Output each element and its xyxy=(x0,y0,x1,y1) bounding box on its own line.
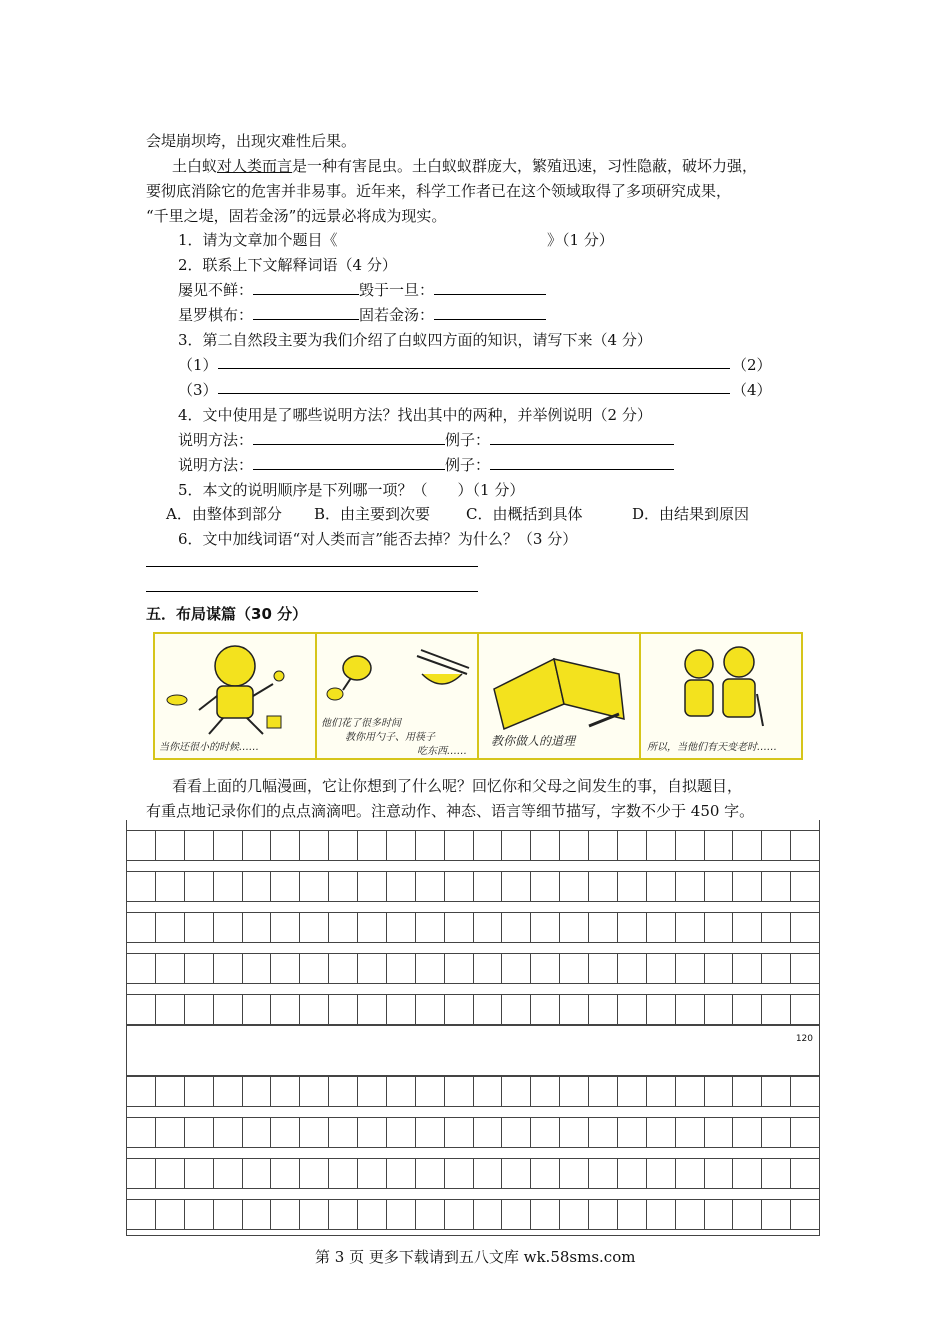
method-label: 说明方法： xyxy=(178,431,254,449)
q3-item-4: （4） xyxy=(732,381,772,399)
grid-count-label: 120 xyxy=(795,1034,813,1044)
grid-cell[interactable] xyxy=(733,913,762,942)
grid-cell[interactable] xyxy=(502,913,531,942)
grid-cell[interactable] xyxy=(502,1159,531,1188)
comic-caption-3: 教你用勺子、用筷子 xyxy=(345,732,435,743)
answer-blank[interactable] xyxy=(253,455,445,470)
grid-cell[interactable] xyxy=(589,913,618,942)
grid-cell[interactable] xyxy=(185,872,214,901)
grid-cell[interactable] xyxy=(243,1200,272,1229)
option-b[interactable]: B．由主要到次要 xyxy=(314,505,431,523)
grid-cell[interactable] xyxy=(300,872,329,901)
grid-cell[interactable] xyxy=(733,1077,762,1106)
comic-caption-6: 所以，当他们有天变老时…… xyxy=(647,742,777,753)
grid-cell[interactable] xyxy=(474,831,503,860)
grid-cell[interactable] xyxy=(474,954,503,983)
grid-row xyxy=(126,953,820,984)
grid-cell[interactable] xyxy=(618,872,647,901)
section-title: 五．布局谋篇（30 分） xyxy=(146,605,308,623)
grid-cell[interactable] xyxy=(762,872,791,901)
grid-cell[interactable] xyxy=(676,1077,705,1106)
grid-cell[interactable] xyxy=(416,1118,445,1147)
option-d[interactable]: D．由结果到原因 xyxy=(632,505,750,523)
grid-cell[interactable] xyxy=(185,1118,214,1147)
answer-blank[interactable] xyxy=(434,305,546,320)
grid-cell[interactable] xyxy=(127,872,156,901)
grid-cell[interactable] xyxy=(705,872,734,901)
grid-row-gap xyxy=(126,984,820,994)
grid-cell[interactable] xyxy=(618,1159,647,1188)
grid-cell[interactable] xyxy=(618,1118,647,1147)
q4-row-1 xyxy=(178,429,674,450)
grid-cell[interactable] xyxy=(589,831,618,860)
grid-row-gap xyxy=(126,1189,820,1199)
grid-cell[interactable] xyxy=(531,1200,560,1229)
grid-cell[interactable] xyxy=(156,831,185,860)
grid-cell[interactable] xyxy=(733,995,762,1024)
grid-cell[interactable] xyxy=(531,831,560,860)
grid-cell[interactable] xyxy=(156,1200,185,1229)
passage-line-1: 会堤崩坝垮，出现灾难性后果。 xyxy=(146,132,357,150)
term-label: 固若金汤： xyxy=(359,306,435,324)
grid-cell[interactable] xyxy=(502,1077,531,1106)
comic-panel-4 xyxy=(641,634,801,758)
grid-cell[interactable] xyxy=(589,1118,618,1147)
grid-cell[interactable] xyxy=(705,1159,734,1188)
grid-cell[interactable] xyxy=(474,1077,503,1106)
grid-cell[interactable] xyxy=(445,872,474,901)
grid-cell[interactable] xyxy=(214,1200,243,1229)
page-footer: 第 3 页 更多下载请到五八文库 wk.58sms.com xyxy=(315,1248,636,1266)
grid-cell[interactable] xyxy=(214,872,243,901)
grid-cell[interactable] xyxy=(416,995,445,1024)
grid-cell[interactable] xyxy=(560,831,589,860)
grid-cell[interactable] xyxy=(358,913,387,942)
grid-cell[interactable] xyxy=(387,872,416,901)
grid-bottom-border xyxy=(126,1235,820,1236)
comic-panel-2 xyxy=(317,634,479,758)
grid-cell[interactable] xyxy=(647,872,676,901)
grid-cell[interactable] xyxy=(156,1159,185,1188)
grid-cell[interactable] xyxy=(243,913,272,942)
grid-cell[interactable] xyxy=(762,954,791,983)
grid-cell[interactable] xyxy=(502,1118,531,1147)
grid-cell[interactable] xyxy=(733,954,762,983)
grid-cell[interactable] xyxy=(416,1200,445,1229)
grid-cell[interactable] xyxy=(618,913,647,942)
grid-cell[interactable] xyxy=(618,995,647,1024)
q3-item-2: （2） xyxy=(732,356,772,374)
grid-cell[interactable] xyxy=(445,995,474,1024)
grid-cell[interactable] xyxy=(271,995,300,1024)
question-3: 3．第二自然段主要为我们介绍了白蚁四方面的知识，请写下来（4 分） xyxy=(178,331,652,349)
grid-cell[interactable] xyxy=(733,1118,762,1147)
grid-cell[interactable] xyxy=(387,1159,416,1188)
answer-blank[interactable] xyxy=(490,430,674,445)
grid-cell[interactable] xyxy=(560,995,589,1024)
grid-cell[interactable] xyxy=(156,872,185,901)
grid-cell[interactable] xyxy=(791,1118,819,1147)
answer-blank[interactable] xyxy=(434,280,546,295)
answer-blank[interactable] xyxy=(253,305,359,320)
grid-cell[interactable] xyxy=(531,995,560,1024)
answer-blank[interactable] xyxy=(253,430,445,445)
grid-cell[interactable] xyxy=(185,1159,214,1188)
grid-cell[interactable] xyxy=(214,1159,243,1188)
grid-cell[interactable] xyxy=(329,872,358,901)
grid-cell[interactable] xyxy=(416,1159,445,1188)
grid-cell[interactable] xyxy=(387,831,416,860)
grid-cell[interactable] xyxy=(647,1118,676,1147)
grid-cell[interactable] xyxy=(329,1159,358,1188)
grid-cell[interactable] xyxy=(214,1077,243,1106)
grid-row-gap xyxy=(126,943,820,953)
grid-cell[interactable] xyxy=(560,1159,589,1188)
grid-cell[interactable] xyxy=(791,954,819,983)
grid-cell[interactable] xyxy=(705,913,734,942)
grid-row xyxy=(126,1158,820,1189)
grid-cell[interactable] xyxy=(589,1159,618,1188)
grid-cell[interactable] xyxy=(791,1159,819,1188)
grid-cell[interactable] xyxy=(618,1077,647,1106)
grid-cell[interactable] xyxy=(358,1200,387,1229)
grid-cell[interactable] xyxy=(243,1077,272,1106)
answer-blank[interactable] xyxy=(490,455,674,470)
answer-line[interactable] xyxy=(218,393,730,394)
grid-cell[interactable] xyxy=(474,872,503,901)
grid-cell[interactable] xyxy=(647,954,676,983)
grid-cell[interactable] xyxy=(676,913,705,942)
grid-cell[interactable] xyxy=(676,1159,705,1188)
grid-cell[interactable] xyxy=(387,913,416,942)
grid-cell[interactable] xyxy=(271,1200,300,1229)
grid-cell[interactable] xyxy=(329,831,358,860)
grid-cell[interactable] xyxy=(185,831,214,860)
grid-cell[interactable] xyxy=(647,1200,676,1229)
grid-cell[interactable] xyxy=(329,1118,358,1147)
grid-cell[interactable] xyxy=(791,995,819,1024)
grid-cell[interactable] xyxy=(647,995,676,1024)
underlined-phrase: 对人类而言 xyxy=(217,157,293,175)
grid-cell[interactable] xyxy=(589,872,618,901)
grid-cell[interactable] xyxy=(705,831,734,860)
grid-cell[interactable] xyxy=(791,913,819,942)
passage-paragraph-2-line-3: “千里之堤，固若金汤”的远景必将成为现实。 xyxy=(146,207,447,225)
comic-caption-2: 他们花了很多时间 xyxy=(321,718,401,729)
grid-cell[interactable] xyxy=(358,1118,387,1147)
comic-strip xyxy=(153,632,803,760)
answer-line[interactable] xyxy=(146,566,478,567)
grid-cell[interactable] xyxy=(387,1118,416,1147)
grid-cell[interactable] xyxy=(676,954,705,983)
passage-paragraph-2-line-2: 要彻底消除它的危害并非易事。近年来，科学工作者已在这个领域取得了多项研究成果， xyxy=(146,182,732,200)
grid-cell[interactable] xyxy=(560,1077,589,1106)
grid-cell[interactable] xyxy=(560,913,589,942)
grid-cell[interactable] xyxy=(531,1159,560,1188)
grid-cell[interactable] xyxy=(705,1077,734,1106)
option-a[interactable]: A．由整体到部分 xyxy=(166,505,282,523)
answer-line[interactable] xyxy=(146,591,478,592)
grid-cell[interactable] xyxy=(589,1200,618,1229)
example-label: 例子： xyxy=(445,431,491,449)
grid-cell[interactable] xyxy=(271,831,300,860)
term-label: 星罗棋布： xyxy=(178,306,254,324)
grid-cell[interactable] xyxy=(127,1200,156,1229)
grid-row-gap xyxy=(126,1148,820,1158)
grid-cell[interactable] xyxy=(358,1159,387,1188)
grid-cell[interactable] xyxy=(243,1118,272,1147)
question-2-row-2 xyxy=(178,304,546,325)
grid-cell[interactable] xyxy=(560,872,589,901)
grid-cell[interactable] xyxy=(560,954,589,983)
grid-cell[interactable] xyxy=(531,1118,560,1147)
grid-cell[interactable] xyxy=(676,831,705,860)
grid-row xyxy=(126,994,820,1025)
grid-cell[interactable] xyxy=(300,1118,329,1147)
grid-cell[interactable] xyxy=(271,872,300,901)
grid-cell[interactable] xyxy=(300,1159,329,1188)
grid-cell[interactable] xyxy=(531,954,560,983)
grid-cell[interactable] xyxy=(185,954,214,983)
grid-cell[interactable] xyxy=(502,1200,531,1229)
answer-line[interactable] xyxy=(218,368,730,369)
grid-cell[interactable] xyxy=(358,831,387,860)
grid-cell[interactable] xyxy=(502,954,531,983)
grid-cell[interactable] xyxy=(387,1077,416,1106)
grid-cell[interactable] xyxy=(560,1200,589,1229)
grid-cell[interactable] xyxy=(502,872,531,901)
grid-cell[interactable] xyxy=(127,1077,156,1106)
term-label: 屡见不鲜： xyxy=(178,281,254,299)
grid-cell[interactable] xyxy=(762,831,791,860)
grid-row-gap xyxy=(126,902,820,912)
grid-cell[interactable] xyxy=(127,831,156,860)
grid-cell[interactable] xyxy=(705,995,734,1024)
q3-item-1: （1） xyxy=(178,356,218,374)
grid-cell[interactable] xyxy=(445,913,474,942)
grid-cell[interactable] xyxy=(271,954,300,983)
question-1-prefix: 1．请为文章加个题目《 xyxy=(178,231,338,249)
grid-cell[interactable] xyxy=(618,831,647,860)
writing-grid xyxy=(126,820,820,1216)
grid-cell[interactable] xyxy=(185,995,214,1024)
grid-cell[interactable] xyxy=(416,913,445,942)
grid-cell[interactable] xyxy=(271,1077,300,1106)
grid-cell[interactable] xyxy=(618,954,647,983)
grid-cell[interactable] xyxy=(531,1077,560,1106)
grid-cell[interactable] xyxy=(300,913,329,942)
grid-cell[interactable] xyxy=(214,995,243,1024)
grid-cell[interactable] xyxy=(445,954,474,983)
grid-cell[interactable] xyxy=(271,1159,300,1188)
grid-cell[interactable] xyxy=(647,1077,676,1106)
grid-cell[interactable] xyxy=(185,1077,214,1106)
grid-cell[interactable] xyxy=(474,913,503,942)
grid-cell[interactable] xyxy=(358,1077,387,1106)
grid-cell[interactable] xyxy=(762,1118,791,1147)
question-1-suffix: 》（1 分） xyxy=(547,231,614,249)
grid-row xyxy=(126,1199,820,1230)
grid-cell[interactable] xyxy=(474,1159,503,1188)
grid-cell[interactable] xyxy=(300,954,329,983)
grid-cell[interactable] xyxy=(358,995,387,1024)
grid-cell[interactable] xyxy=(589,954,618,983)
writing-prompt-line-1: 看看上面的几幅漫画，它让你想到了什么呢？回忆你和父母之间发生的事，自拟题目， xyxy=(172,777,743,795)
grid-cell[interactable] xyxy=(733,1159,762,1188)
grid-row xyxy=(126,912,820,943)
grid-cell[interactable] xyxy=(705,1200,734,1229)
question-2-row-1 xyxy=(178,279,546,300)
grid-cell[interactable] xyxy=(589,1077,618,1106)
grid-cell[interactable] xyxy=(127,1159,156,1188)
grid-cell[interactable] xyxy=(733,872,762,901)
grid-cell[interactable] xyxy=(358,954,387,983)
grid-cell[interactable] xyxy=(502,831,531,860)
grid-cell[interactable] xyxy=(589,995,618,1024)
comic-panel-3 xyxy=(479,634,641,758)
grid-count-band xyxy=(126,1025,820,1076)
grid-cell[interactable] xyxy=(127,1118,156,1147)
passage-text: 是一种有害昆虫。土白蚁蚁群庞大，繁殖迅速，习性隐蔽，破坏力强， xyxy=(292,157,758,175)
comic-caption-1: 当你还很小的时候…… xyxy=(159,742,259,753)
q3-item-3: （3） xyxy=(178,381,218,399)
grid-cell[interactable] xyxy=(676,995,705,1024)
passage-paragraph-2-line-1 xyxy=(172,155,757,176)
grid-cell[interactable] xyxy=(705,954,734,983)
grid-cell[interactable] xyxy=(243,1159,272,1188)
grid-cell[interactable] xyxy=(300,831,329,860)
grid-row xyxy=(126,830,820,861)
grid-cell[interactable] xyxy=(156,913,185,942)
grid-cell[interactable] xyxy=(156,954,185,983)
grid-cell[interactable] xyxy=(214,954,243,983)
grid-cell[interactable] xyxy=(791,831,819,860)
grid-cell[interactable] xyxy=(791,1200,819,1229)
grid-cell[interactable] xyxy=(647,913,676,942)
question-6: 6．文中加线词语“对人类而言”能否去掉？为什么？（3 分） xyxy=(178,530,578,548)
grid-cell[interactable] xyxy=(791,1077,819,1106)
grid-cell[interactable] xyxy=(445,1077,474,1106)
grid-cell[interactable] xyxy=(156,995,185,1024)
grid-cell[interactable] xyxy=(243,995,272,1024)
comic-panel-1 xyxy=(155,634,317,758)
grid-cell[interactable] xyxy=(762,1200,791,1229)
grid-cell[interactable] xyxy=(329,954,358,983)
grid-cell[interactable] xyxy=(531,872,560,901)
question-5: 5．本文的说明顺序是下列哪一项？（ ）（1 分） xyxy=(178,481,525,499)
grid-cell[interactable] xyxy=(300,995,329,1024)
grid-cell[interactable] xyxy=(676,1118,705,1147)
grid-cell[interactable] xyxy=(387,954,416,983)
grid-cell[interactable] xyxy=(733,831,762,860)
grid-cell[interactable] xyxy=(387,995,416,1024)
grid-cell[interactable] xyxy=(127,995,156,1024)
grid-cell[interactable] xyxy=(762,1077,791,1106)
grid-cell[interactable] xyxy=(445,1159,474,1188)
grid-cell[interactable] xyxy=(531,913,560,942)
example-label: 例子： xyxy=(445,456,491,474)
grid-cell[interactable] xyxy=(127,913,156,942)
grid-cell[interactable] xyxy=(474,995,503,1024)
grid-cell[interactable] xyxy=(676,872,705,901)
grid-cell[interactable] xyxy=(243,954,272,983)
comic-caption-4: 吃东西…… xyxy=(417,746,467,757)
grid-cell[interactable] xyxy=(445,1200,474,1229)
grid-cell[interactable] xyxy=(762,913,791,942)
grid-cell[interactable] xyxy=(445,831,474,860)
question-4: 4．文中使用是了哪些说明方法？找出其中的两种，并举例说明（2 分） xyxy=(178,406,652,424)
grid-cell[interactable] xyxy=(618,1200,647,1229)
grid-cell[interactable] xyxy=(185,913,214,942)
term-label: 毁于一旦： xyxy=(359,281,435,299)
passage-text: 土白蚁 xyxy=(172,157,218,175)
grid-cell[interactable] xyxy=(156,1118,185,1147)
method-label: 说明方法： xyxy=(178,456,254,474)
grid-cell[interactable] xyxy=(243,872,272,901)
answer-blank[interactable] xyxy=(253,280,359,295)
grid-cell[interactable] xyxy=(705,1118,734,1147)
grid-row xyxy=(126,1117,820,1148)
grid-cell[interactable] xyxy=(329,1200,358,1229)
grid-cell[interactable] xyxy=(762,1159,791,1188)
grid-cell[interactable] xyxy=(416,954,445,983)
grid-row-gap xyxy=(126,1107,820,1117)
grid-cell[interactable] xyxy=(762,995,791,1024)
grid-row xyxy=(126,1076,820,1107)
grid-cell[interactable] xyxy=(387,1200,416,1229)
grid-cell[interactable] xyxy=(243,831,272,860)
grid-row-gap xyxy=(126,861,820,871)
q4-row-2 xyxy=(178,454,674,475)
grid-cell[interactable] xyxy=(474,1118,503,1147)
grid-cell[interactable] xyxy=(127,954,156,983)
comic-caption-5: 教你做人的道理 xyxy=(491,734,576,748)
grid-cell[interactable] xyxy=(416,872,445,901)
grid-cell[interactable] xyxy=(329,1077,358,1106)
grid-cell[interactable] xyxy=(271,1118,300,1147)
grid-cell[interactable] xyxy=(271,913,300,942)
grid-cell[interactable] xyxy=(214,913,243,942)
grid-cell[interactable] xyxy=(647,1159,676,1188)
grid-cell[interactable] xyxy=(156,1077,185,1106)
grid-cell[interactable] xyxy=(474,1200,503,1229)
grid-cell[interactable] xyxy=(733,1200,762,1229)
grid-cell[interactable] xyxy=(416,1077,445,1106)
grid-cell[interactable] xyxy=(676,1200,705,1229)
grid-cell[interactable] xyxy=(647,831,676,860)
grid-cell[interactable] xyxy=(445,1118,474,1147)
grid-cell[interactable] xyxy=(560,1118,589,1147)
grid-cell[interactable] xyxy=(300,1077,329,1106)
grid-cell[interactable] xyxy=(185,1200,214,1229)
question-2: 2．联系上下文解释词语（4 分） xyxy=(178,256,397,274)
grid-cell[interactable] xyxy=(300,1200,329,1229)
grid-cell[interactable] xyxy=(329,995,358,1024)
grid-cell[interactable] xyxy=(214,1118,243,1147)
grid-cell[interactable] xyxy=(214,831,243,860)
grid-row xyxy=(126,871,820,902)
grid-cell[interactable] xyxy=(329,913,358,942)
grid-row-gap xyxy=(126,820,820,830)
grid-cell[interactable] xyxy=(358,872,387,901)
option-c[interactable]: C．由概括到具体 xyxy=(466,505,583,523)
grid-cell[interactable] xyxy=(416,831,445,860)
grid-cell[interactable] xyxy=(502,995,531,1024)
writing-prompt-line-2: 有重点地记录你们的点点滴滴吧。注意动作、神态、语言等细节描写，字数不少于 450 字。 xyxy=(146,802,755,820)
grid-cell[interactable] xyxy=(791,872,819,901)
